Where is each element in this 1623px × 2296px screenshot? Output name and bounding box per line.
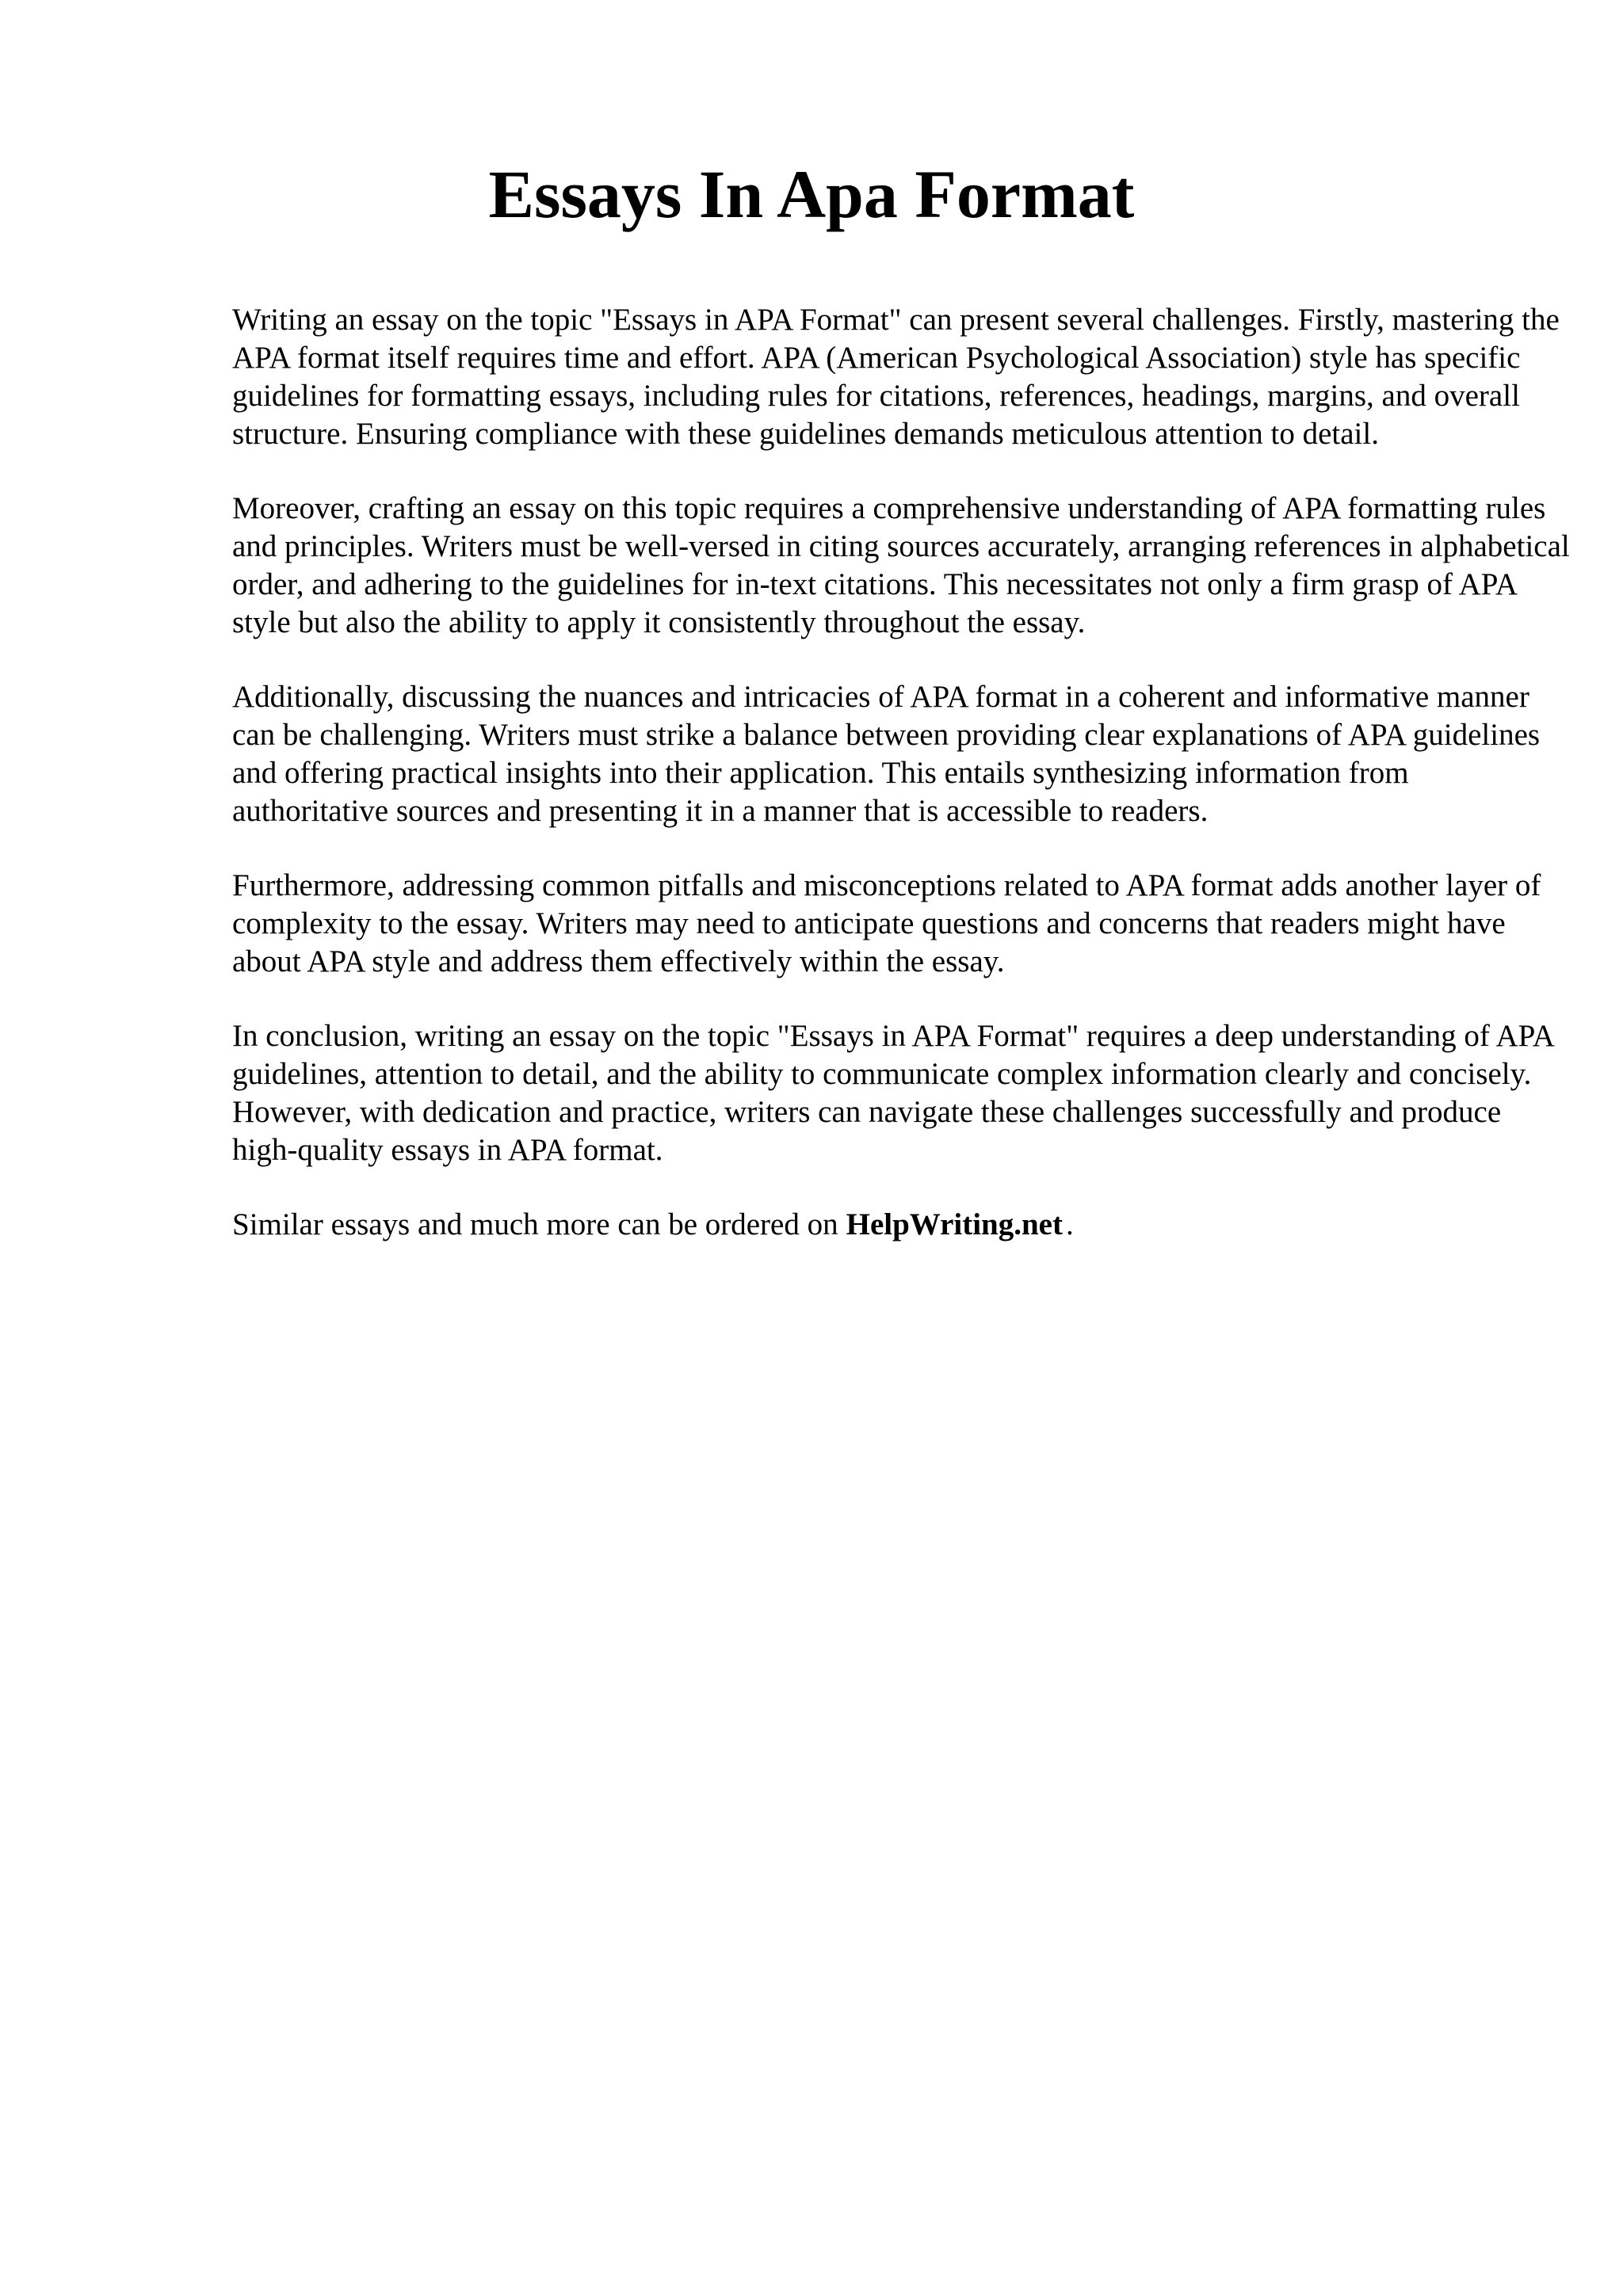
document-body [232, 301, 1571, 1244]
footer-prefix: Similar essays and much more can be ordered on [232, 1207, 838, 1241]
footer-line [232, 1206, 1571, 1244]
paragraph-1: Writing an essay on the topic "Essays in APA Format" can present several challenges. Firstly, mastering the APA format itself requires time and effort. APA (American Psychological Association) style has specific guidelines for formatting essays, including rules for citations, references, headings, margins, and overall structure. Ensuring compliance with these guidelines demands meticulous attention to detail. [232, 303, 1560, 451]
paragraph-2: Moreover, crafting an essay on this topic requires a comprehensive understanding of APA formatting rules and principles. Writers must be well-versed in citing sources accurately, arranging references in alphabetical order, and adhering to the guidelines for in-text citations. This necessitates not only a firm grasp of APA style but also the ability to apply it consistently throughout the essay. [232, 491, 1570, 639]
paragraph-4: Furthermore, addressing common pitfalls and misconceptions related to APA format adds another layer of complexity to the essay. Writers may need to anticipate questions and concerns that readers might have about APA style and address them effectively within the essay. [232, 868, 1541, 978]
paragraph-5: In conclusion, writing an essay on the topic "Essays in APA Format" requires a deep understanding of APA guidelines, attention to detail, and the ability to communicate complex information clearly and concisely. However, with dedication and practice, writers can navigate these challenges successfully and produce high-quality essays in APA format. [232, 1019, 1553, 1167]
paragraph-3: Additionally, discussing the nuances and intricacies of APA format in a coherent and informative manner can be challenging. Writers must strike a balance between providing clear explanations of APA guidelines and offering practical insights into their application. This entails synthesizing information from authoritative sources and presenting it in a manner that is accessible to readers. [232, 680, 1541, 828]
document-title: Essays In Apa Format [488, 156, 1135, 232]
brand-link[interactable]: HelpWriting.net [846, 1207, 1063, 1241]
footer-suffix: . [1065, 1207, 1074, 1241]
